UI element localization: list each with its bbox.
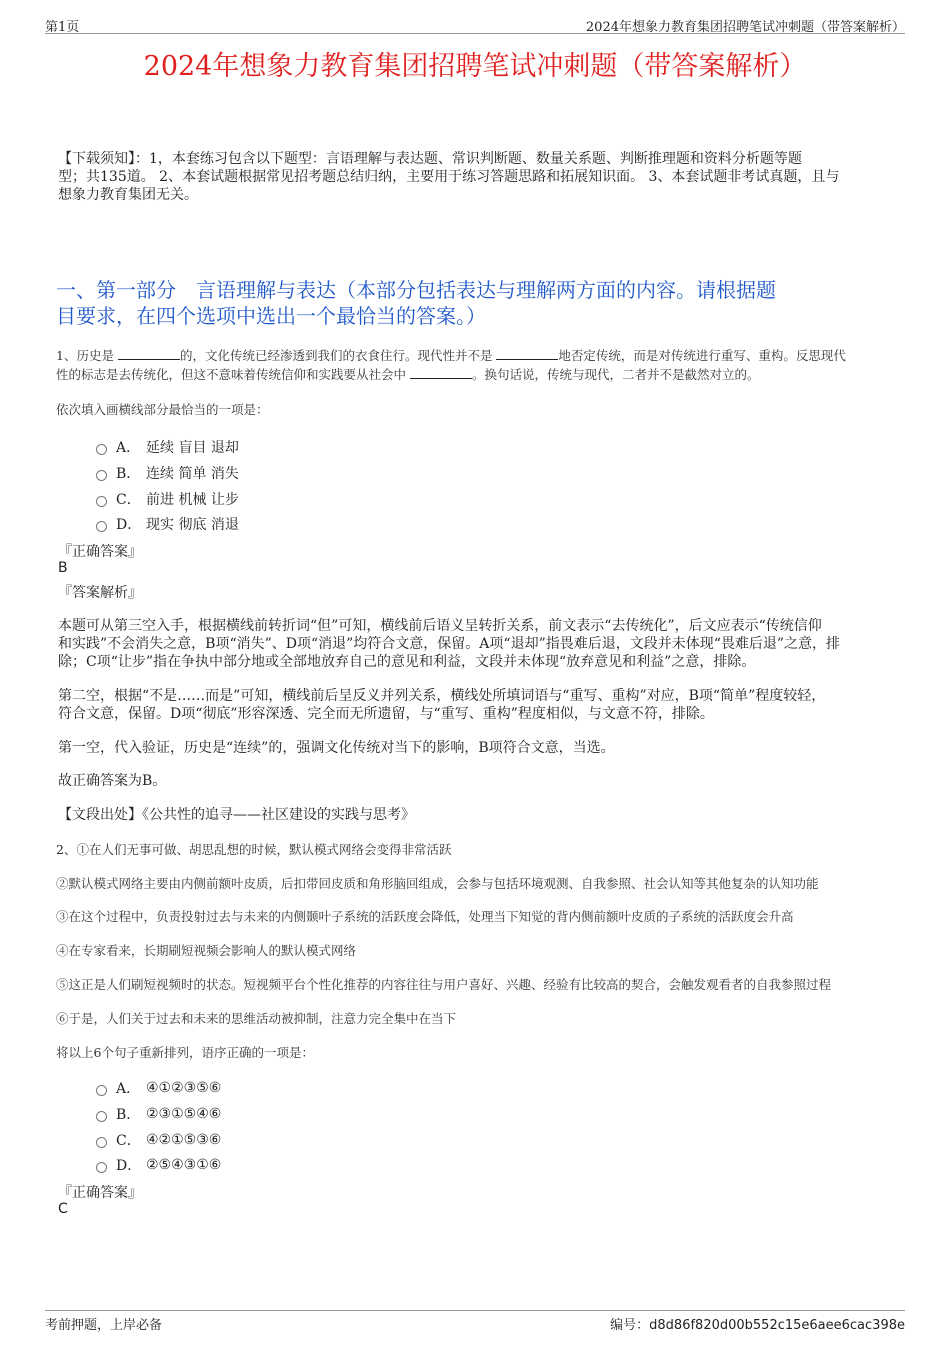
q1-option-c[interactable] xyxy=(96,489,239,509)
q2-prompt: 将以上6个句子重新排列，语序正确的一项是： xyxy=(56,1045,314,1060)
q2-answer-label: 『正确答案』 xyxy=(58,1185,142,1201)
header-doc-title: 2024年想象力教育集团招聘笔试冲刺题（带答案解析） xyxy=(585,20,905,35)
section-heading-line: 一、第一部分 言语理解与表达（本部分包括表达与理解两方面的内容。请根据题 xyxy=(56,278,776,302)
fill-blank xyxy=(496,347,558,360)
document-id-label: 编号： xyxy=(610,1318,650,1333)
document-id-code: d8d86f820d00b552c15e6aee6cac398e xyxy=(649,1318,905,1333)
q1-option-b[interactable] xyxy=(96,463,239,483)
q1-text: 的，文化传统已经渗透到我们的衣食住行。现代性并不是 xyxy=(179,348,497,363)
q1-analysis-paragraph-3: 第一空，代入验证，历史是“连续”的，强调文化传统对当下的影响，B项符合文意，当选。 xyxy=(58,740,615,756)
q2-option-a[interactable] xyxy=(96,1078,221,1098)
option-letter: C． xyxy=(116,1133,141,1149)
radio-button[interactable] xyxy=(96,496,107,507)
analysis-line: 第二空，根据“不是……而是”可知，横线前后呈反义并列关系，横线处所填词语与“重写、重构”对应，B项“简单”程度较轻， xyxy=(58,688,826,704)
q1-text: 性的标志是去传统化，但这不意味着传统信仰和实践要从社会中 xyxy=(56,367,410,382)
option-text: 前进 机械 让步 xyxy=(146,492,239,508)
footer-document-id xyxy=(610,1314,905,1333)
notice-line: 想象力教育集团无关。 xyxy=(58,187,198,203)
option-letter: D． xyxy=(116,1158,142,1174)
q1-analysis-paragraph-2 xyxy=(58,687,918,723)
analysis-line: 本题可从第三空入手，根据横线前转折词“但”可知，横线前后语义呈转折关系，前文表示“去传统化”，后文应表示“传统信仰 xyxy=(58,618,822,634)
option-text: 延续 盲目 退却 xyxy=(146,440,239,456)
q1-option-d[interactable] xyxy=(96,514,239,534)
option-text: 连续 简单 消失 xyxy=(146,466,239,482)
question-1-stem xyxy=(56,346,916,384)
header-divider xyxy=(45,33,905,34)
radio-button[interactable] xyxy=(96,470,107,481)
q1-source: 【文段出处】《公共性的追寻——社区建设的实践与思考》 xyxy=(58,807,415,823)
radio-button[interactable] xyxy=(96,1162,107,1173)
option-text: ④①②③⑤⑥ xyxy=(146,1080,222,1096)
option-letter: A． xyxy=(116,1081,141,1097)
q1-option-a[interactable] xyxy=(96,437,239,457)
q2-sentence-5: ⑤这正是人们刷短视频时的状态。短视频平台个性化推荐的内容往往与用户喜好、兴趣、经验有比较高的契合，会触发观看者的自我参照过程 xyxy=(56,977,832,992)
section-heading-line: 目要求，在四个选项中选出一个最恰当的答案。） xyxy=(56,304,486,328)
question-1-prompt: 依次填入画横线部分最恰当的一项是： xyxy=(56,402,269,417)
notice-line: 【下载须知】：1，本套练习包含以下题型：言语理解与表达题、常识判断题、数量关系题、判断推理题和资料分析题等题 xyxy=(58,151,802,167)
option-text: 现实 彻底 消退 xyxy=(146,517,239,533)
analysis-line: 除；C项“让步”指在争执中部分地或全部地放弃自己的意见和利益，文段并未体现“放弃意见和利益”之意，排除。 xyxy=(58,654,756,670)
fill-blank xyxy=(118,347,180,360)
page-title: 2024年想象力教育集团招聘笔试冲刺题（带答案解析） xyxy=(143,51,807,82)
analysis-line: 和实践”不会消失之意，B项“消失”、D项“消退”均符合文意，保留。A项“退却”指畏难后退，文段并未体现“畏难后退”之意，排 xyxy=(58,636,841,652)
option-text: ②⑤④③①⑥ xyxy=(146,1157,222,1173)
radio-button[interactable] xyxy=(96,1111,107,1122)
q1-answer-label: 『正确答案』 xyxy=(58,544,142,560)
q1-text: 1、历史是 xyxy=(56,348,118,363)
q2-answer-value: C xyxy=(58,1201,68,1217)
q2-option-d[interactable] xyxy=(96,1155,221,1175)
q1-analysis-paragraph-1 xyxy=(58,617,918,671)
q1-conclusion: 故正确答案为B。 xyxy=(58,773,167,789)
option-letter: C． xyxy=(116,492,141,508)
radio-button[interactable] xyxy=(96,444,107,455)
q2-sentence-1: 2、①在人们无事可做、胡思乱想的时候，默认模式网络会变得非常活跃 xyxy=(56,842,452,857)
option-letter: A． xyxy=(116,440,141,456)
footer-slogan: 考前押题，上岸必备 xyxy=(45,1318,163,1333)
page-number: 第1页 xyxy=(45,20,80,35)
q2-option-c[interactable] xyxy=(96,1130,221,1150)
option-letter: B． xyxy=(116,1107,141,1123)
section-heading xyxy=(56,277,916,329)
radio-button[interactable] xyxy=(96,1085,107,1096)
radio-button[interactable] xyxy=(96,1137,107,1148)
q2-sentence-3: ③在这个过程中，负责投射过去与未来的内侧颞叶子系统的活跃度会降低，处理当下知觉的背内侧前额叶皮质的子系统的活跃度会升高 xyxy=(56,909,794,924)
analysis-line: 符合文意，保留。D项“彻底”形容深透、完全而无所遗留，与“重写、重构”程度相似，与文意不符，排除。 xyxy=(58,706,714,722)
q2-option-b[interactable] xyxy=(96,1104,221,1124)
option-text: ④②①⑤③⑥ xyxy=(146,1132,222,1148)
option-letter: D． xyxy=(116,517,142,533)
fill-blank xyxy=(410,366,472,379)
q2-sentence-4: ④在专家看来，长期刷短视频会影响人的默认模式网络 xyxy=(56,943,357,958)
download-notice xyxy=(58,150,908,204)
radio-button[interactable] xyxy=(96,521,107,532)
notice-line: 型；共135道。 2、本套试题根据常见招考题总结归纳，主要用于练习答题思路和拓展知识面。 3、本套试题非考试真题，且与 xyxy=(58,169,840,185)
q1-answer-value: B xyxy=(58,560,68,576)
footer-divider xyxy=(45,1310,905,1311)
q2-sentence-6: ⑥于是，人们关于过去和未来的思维活动被抑制，注意力完全集中在当下 xyxy=(56,1011,457,1026)
q1-text: 地否定传统，而是对传统进行重写、重构。反思现代 xyxy=(558,348,846,363)
q2-sentence-2: ②默认模式网络主要由内侧前额叶皮质，后扣带回皮质和角形脑回组成，会参与包括环境观测、自我参照、社会认知等其他复杂的认知功能 xyxy=(56,876,819,891)
q1-text: 。换句话说，传统与现代，二者并不是截然对立的。 xyxy=(471,367,760,382)
option-letter: B． xyxy=(116,466,141,482)
q1-analysis-label: 『答案解析』 xyxy=(58,585,142,601)
option-text: ②③①⑤④⑥ xyxy=(146,1106,222,1122)
